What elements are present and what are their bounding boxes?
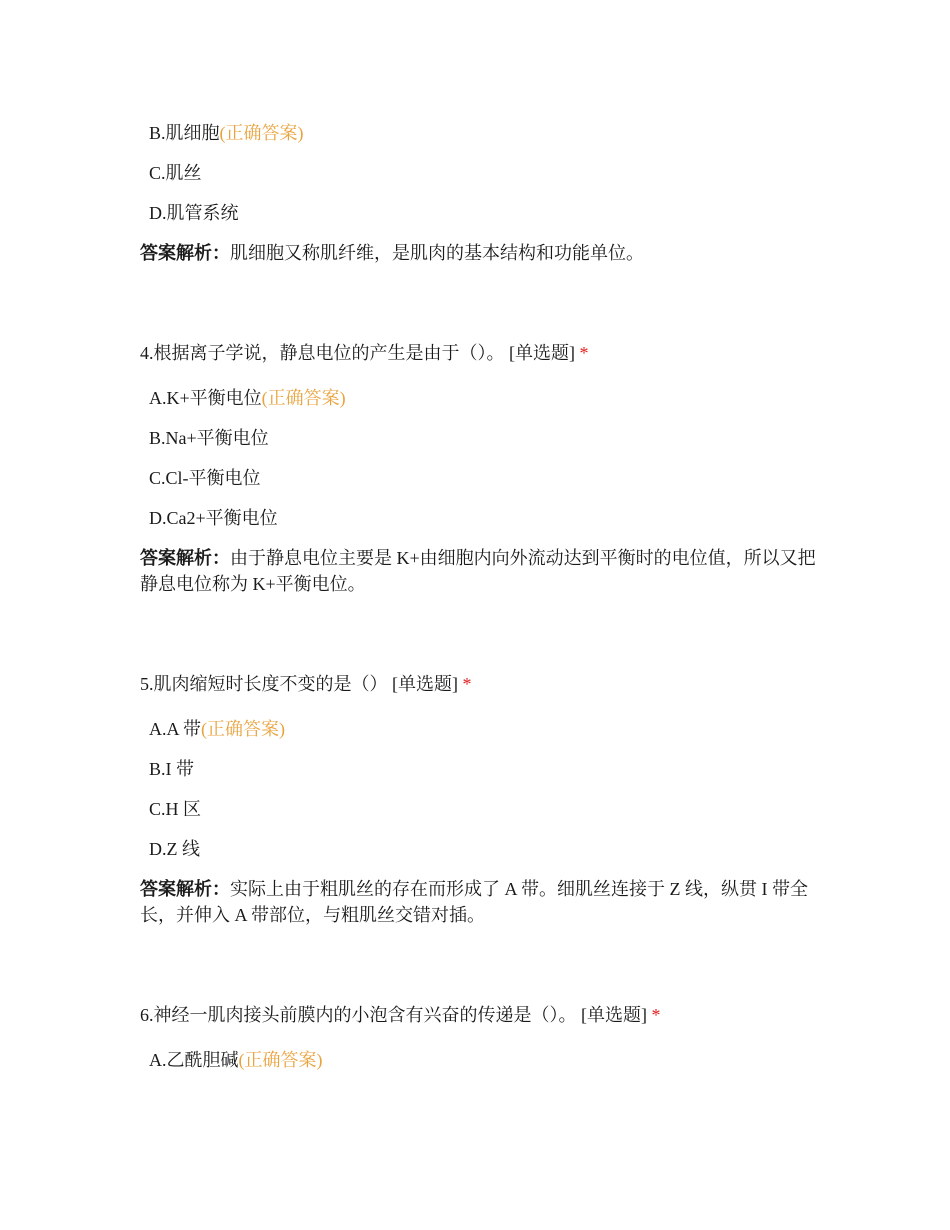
q3-option-d: D.肌管系统 <box>149 203 239 223</box>
q5-title: 5.肌肉缩短时长度不变的是（） [单选题] * <box>140 674 472 694</box>
explanation-label: 答案解析： <box>140 243 230 263</box>
q5-explanation: 答案解析：实际上由于粗肌丝的存在而形成了 A 带。细肌丝连接于 Z 线，纵贯 I 带全长，并伸入 A 带部位，与粗肌丝交错对插。 <box>140 879 808 925</box>
q3-option-b: B.肌细胞(正确答案) <box>149 123 304 143</box>
explanation-label: 答案解析： <box>140 879 230 899</box>
q5-option-c: C.H 区 <box>149 799 202 819</box>
required-mark: * <box>651 1005 661 1025</box>
q3-explanation: 答案解析：肌细胞又称肌纤维，是肌肉的基本结构和功能单位。 <box>140 243 644 263</box>
q4-explanation: 答案解析：由于静息电位主要是 K+由细胞内向外流动达到平衡时的电位值，所以又把静息电位称为 K+平衡电位。 <box>140 548 816 594</box>
q4-option-a: A.K+平衡电位(正确答案) <box>149 388 346 408</box>
q5-option-b: B.I 带 <box>149 759 194 779</box>
q6-option-a: A.乙酰胆碱(正确答案) <box>149 1050 323 1070</box>
q4-option-d: D.Ca2+平衡电位 <box>149 508 278 528</box>
correct-answer-tag: (正确答案) <box>238 1050 323 1070</box>
q4-title: 4.根据离子学说，静息电位的产生是由于（）。 [单选题] * <box>140 343 589 363</box>
correct-answer-tag: (正确答案) <box>261 388 346 408</box>
q4-option-b: B.Na+平衡电位 <box>149 428 269 448</box>
q5-option-d: D.Z 线 <box>149 839 200 859</box>
correct-answer-tag: (正确答案) <box>201 719 286 739</box>
required-mark: * <box>579 343 589 363</box>
correct-answer-tag: (正确答案) <box>219 123 304 143</box>
q5-option-a: A.A 带(正确答案) <box>149 719 286 739</box>
q6-title: 6.神经一肌肉接头前膜内的小泡含有兴奋的传递是（）。 [单选题] * <box>140 1005 661 1025</box>
required-mark: * <box>462 674 472 694</box>
q4-option-c: C.Cl-平衡电位 <box>149 468 261 488</box>
q3-option-c: C.肌丝 <box>149 163 202 183</box>
explanation-label: 答案解析： <box>140 548 230 568</box>
